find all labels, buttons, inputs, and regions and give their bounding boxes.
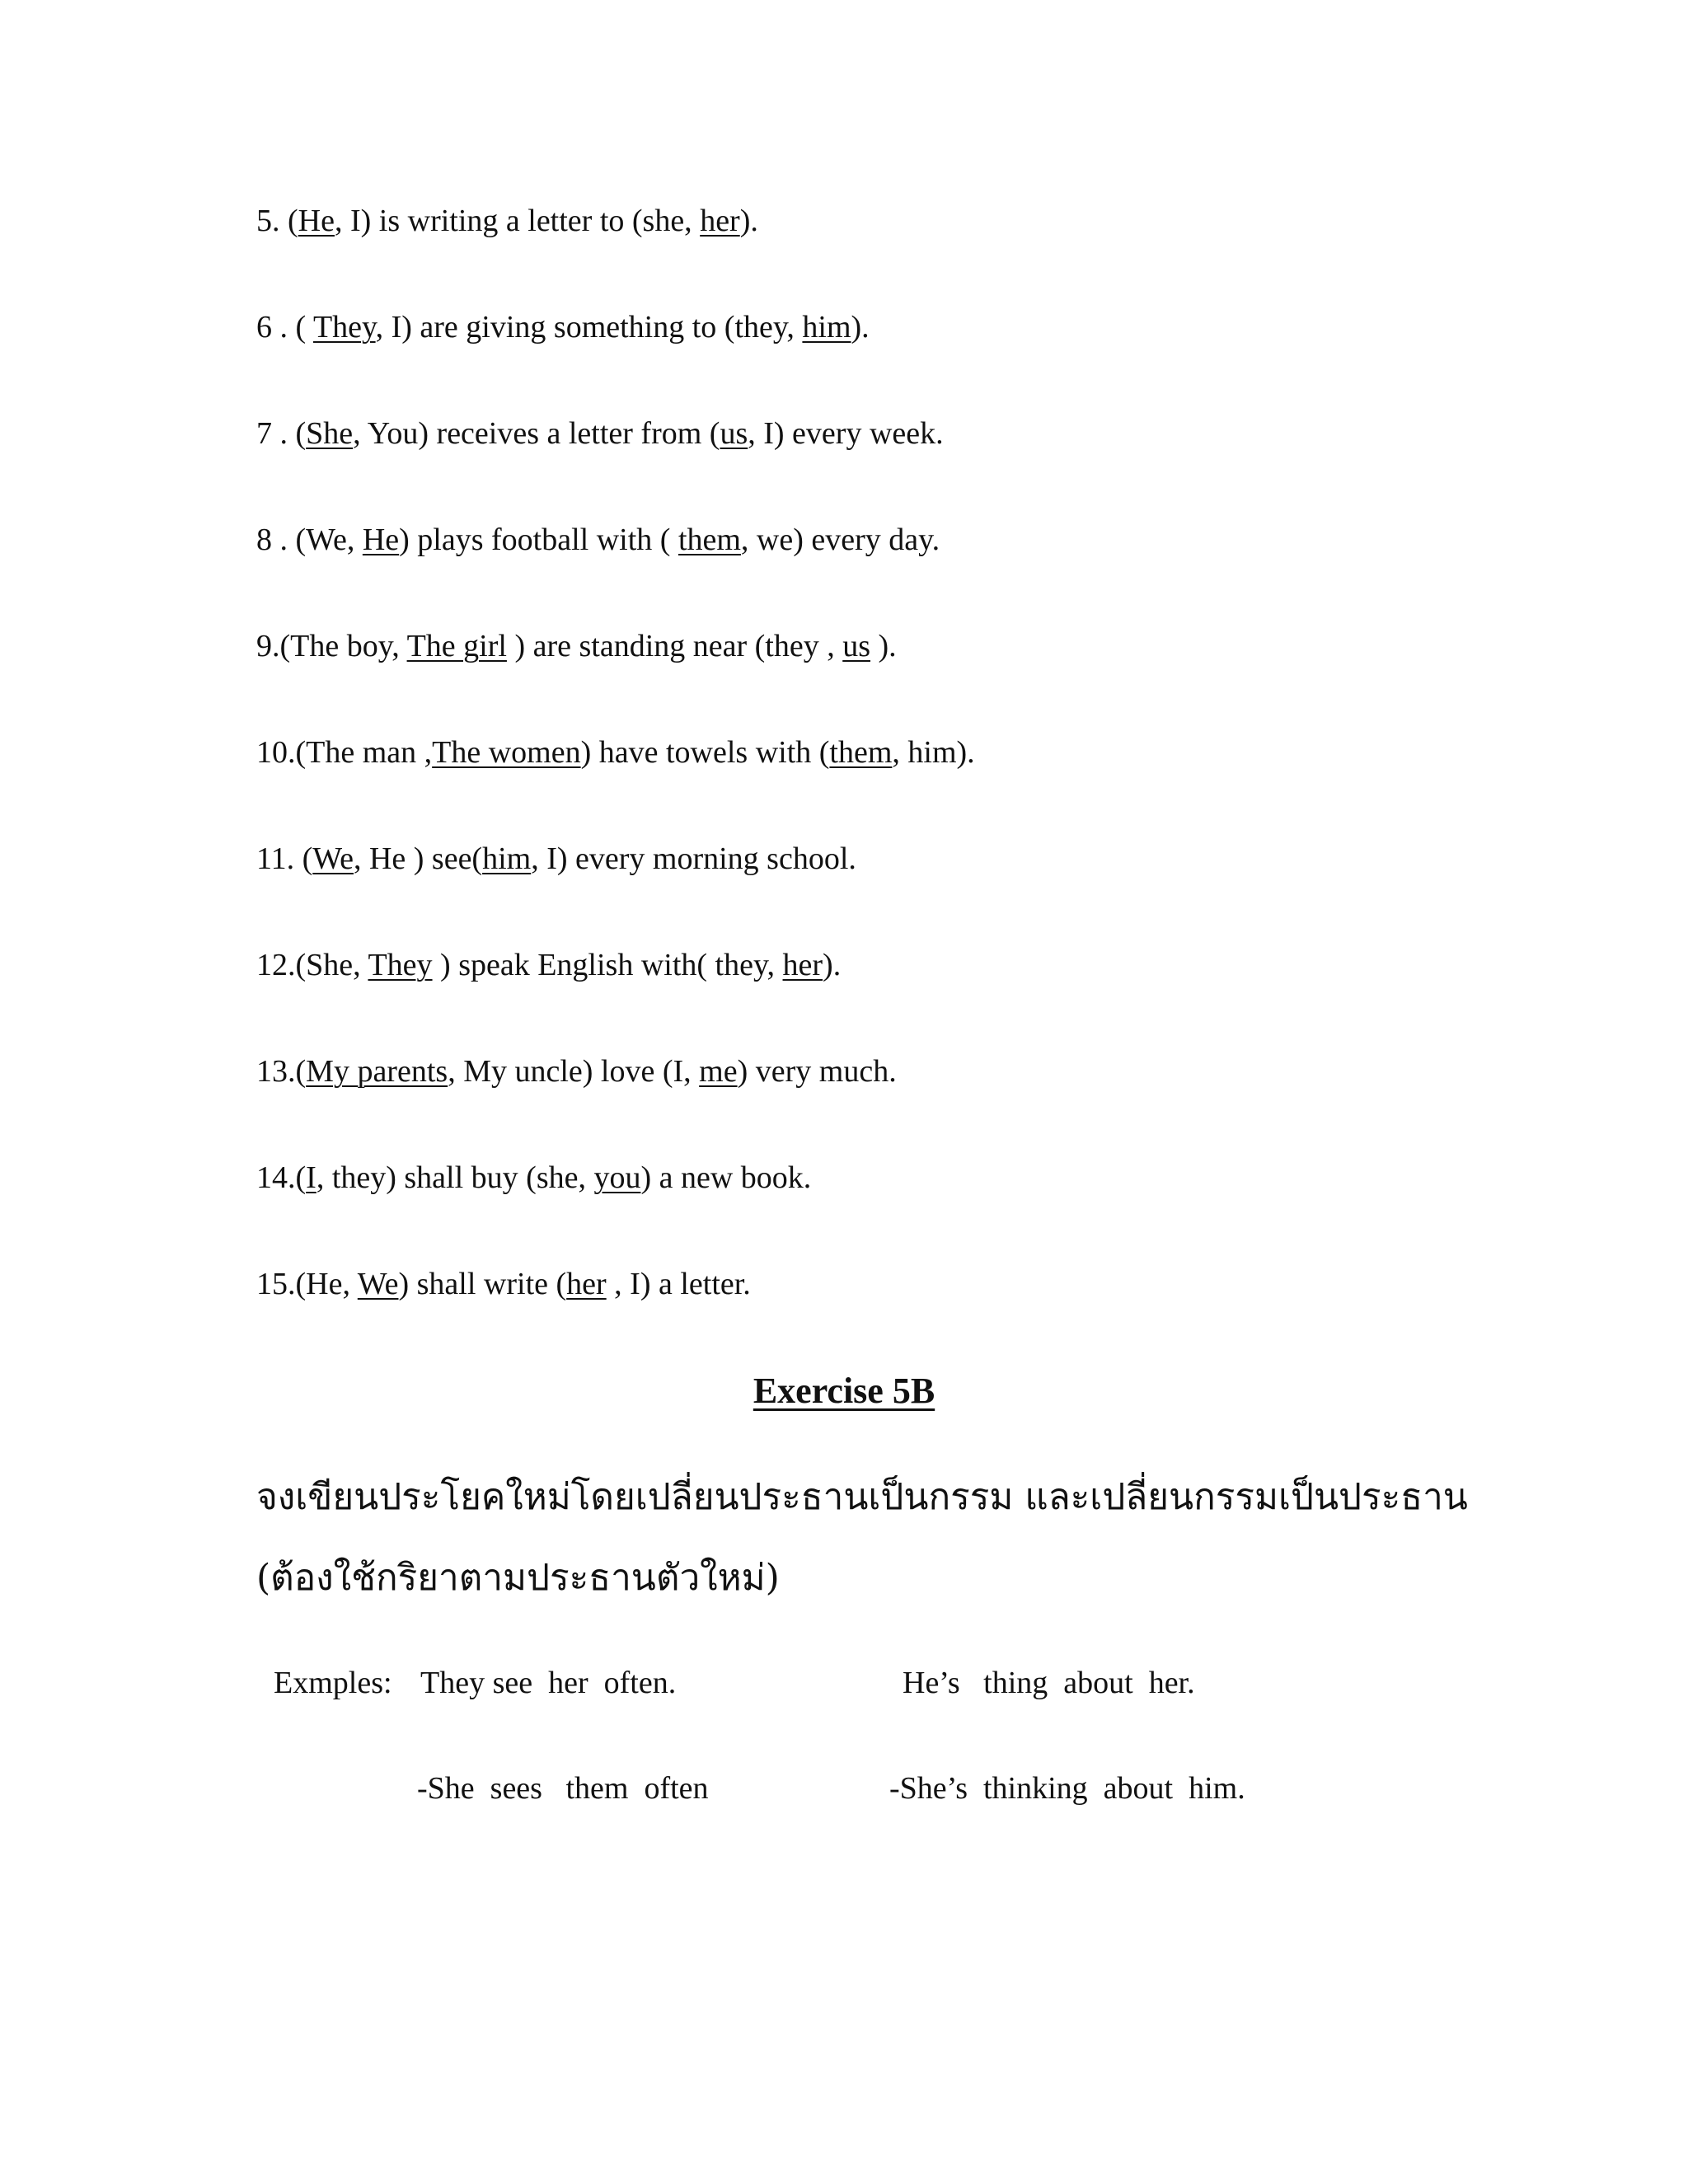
example-sentence-1: They see her often.: [420, 1666, 677, 1700]
item-text: , I) are giving something to (they,: [375, 310, 803, 344]
item-text: 12.(She,: [256, 948, 368, 982]
item-text: , He ) see(: [353, 841, 483, 876]
underlined-answer: me: [699, 1054, 738, 1089]
example-answer-2: -She’s thinking about him.: [889, 1771, 1245, 1806]
item-text: 13.(: [256, 1054, 307, 1089]
instruction-line-1: จงเขียนประโยคใหม่โดยเปลี่ยนประธานเป็นกรรม และเปลี่ยนกรรมเป็นประธาน: [256, 1476, 1468, 1518]
item-text: ).: [851, 310, 870, 344]
underlined-answer: her: [566, 1267, 607, 1301]
underlined-answer: him: [482, 841, 532, 876]
item-text: , I) is writing a letter to (she,: [334, 204, 701, 238]
item-text: , I) a letter.: [606, 1267, 751, 1301]
exercise-item: [256, 414, 944, 453]
item-text: ).: [739, 204, 758, 238]
item-text: 10.(The man ,: [256, 735, 433, 770]
item-text: ).: [870, 629, 897, 663]
item-text: 14.(: [256, 1160, 307, 1195]
underlined-answer: The girl: [406, 629, 507, 663]
item-text: , I) every week.: [748, 416, 944, 451]
underlined-answer: We: [312, 841, 354, 876]
exercise-item: [256, 1052, 897, 1091]
exercise-item: [256, 945, 841, 985]
item-text: 15.(He,: [256, 1267, 358, 1301]
exercise-item: [256, 307, 870, 347]
item-text: 5. (: [256, 204, 298, 238]
underlined-answer: My parents: [306, 1054, 448, 1089]
underlined-answer: her: [782, 948, 823, 982]
item-text: ) plays football with (: [399, 523, 678, 557]
item-text: ) are standing near (they ,: [506, 629, 843, 663]
exercise-title-text: Exercise 5B: [753, 1371, 935, 1411]
instruction-line-2: (ต้องใช้กริยาตามประธานตัวใหม่): [256, 1557, 780, 1599]
item-text: 6 . (: [256, 310, 313, 344]
underlined-answer: He: [298, 204, 335, 238]
exercise-item: [256, 839, 856, 879]
exercise-item: [256, 1158, 811, 1197]
item-text: , they) shall buy (she,: [316, 1160, 594, 1195]
item-text: 8 . (We,: [256, 523, 363, 557]
item-text: , I) every morning school.: [531, 841, 856, 876]
underlined-answer: us: [842, 629, 871, 663]
underlined-answer: them: [678, 523, 741, 557]
exercise-item: [256, 733, 975, 772]
underlined-answer: The women: [432, 735, 581, 770]
underlined-answer: her: [700, 204, 740, 238]
item-text: , we) every day.: [740, 523, 940, 557]
underlined-answer: you: [593, 1160, 641, 1195]
underlined-answer: They: [368, 948, 433, 982]
example-answer-1: -She sees them often: [417, 1771, 709, 1806]
exercise-item: [256, 520, 940, 560]
underlined-answer: him: [802, 310, 851, 344]
item-text: ) shall write (: [398, 1267, 567, 1301]
item-text: ) a new book.: [640, 1160, 812, 1195]
exercise-item: [256, 626, 897, 666]
item-text: ) speak English with( they,: [432, 948, 783, 982]
item-text: ) have towels with (: [580, 735, 830, 770]
item-text: ).: [823, 948, 842, 982]
exercise-item: [256, 201, 758, 241]
item-text: 9.(The boy,: [256, 629, 407, 663]
underlined-answer: them: [829, 735, 893, 770]
exercise-item: [256, 1264, 751, 1304]
underlined-answer: I: [306, 1160, 316, 1195]
item-text: , him).: [892, 735, 975, 770]
item-text: , My uncle) love (I,: [448, 1054, 700, 1089]
item-text: 7 . (: [256, 416, 307, 451]
item-text: 11. (: [256, 841, 313, 876]
example-sentence-2: He’s thing about her.: [903, 1666, 1195, 1700]
underlined-answer: They: [312, 310, 376, 344]
underlined-answer: She: [306, 416, 354, 451]
exercise-title: [0, 1368, 1688, 1414]
item-text: , You) receives a letter from (: [353, 416, 720, 451]
item-text: ) very much.: [737, 1054, 897, 1089]
underlined-answer: We: [357, 1267, 399, 1301]
underlined-answer: He: [362, 523, 400, 557]
underlined-answer: us: [720, 416, 748, 451]
examples-label: Exmples:: [274, 1666, 392, 1700]
